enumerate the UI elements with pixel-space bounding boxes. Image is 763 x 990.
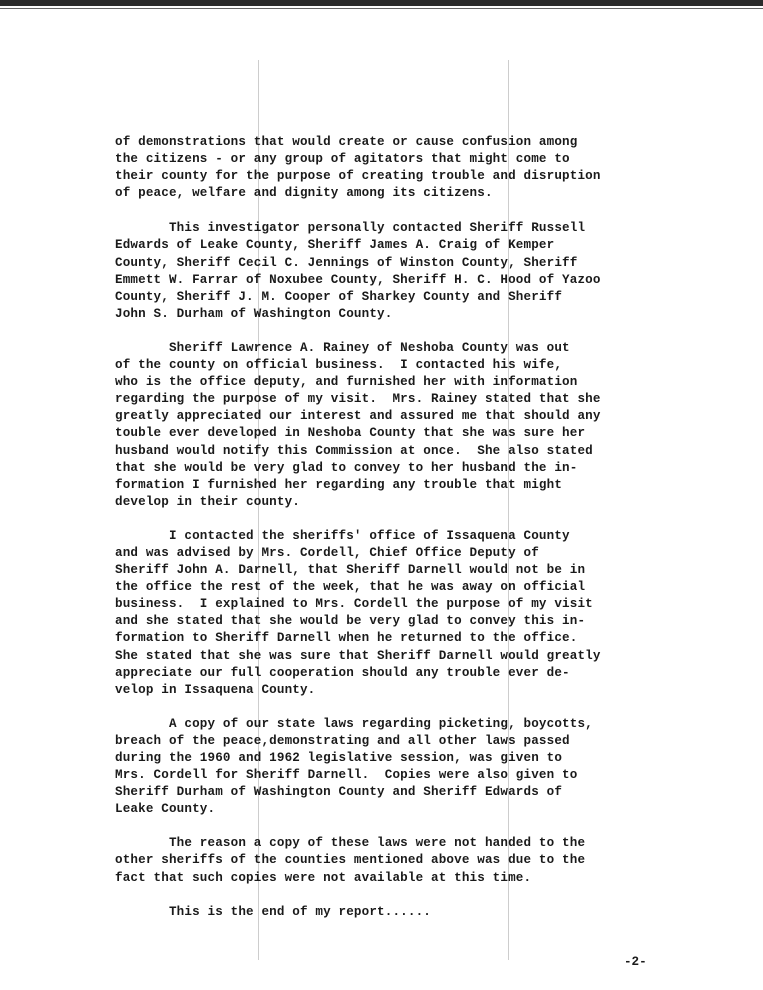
document-body <box>115 134 690 921</box>
top-border-rule <box>0 0 763 6</box>
text-line: their county for the purpose of creating trouble and disruption <box>115 169 601 184</box>
text-line: formation I furnished her regarding any trouble that might <box>115 477 563 492</box>
text-line: husband would notify this Commission at once. She also stated <box>115 443 593 458</box>
text-line: Sheriff Durham of Washington County and Sheriff Edwards of <box>115 785 563 800</box>
text-line: the office the rest of the week, that he was away on official <box>115 580 586 595</box>
text-line: Edwards of Leake County, Sheriff James A. Craig of Kemper <box>115 238 555 253</box>
text-line: of the county on official business. I contacted his wife, <box>115 358 563 373</box>
text-line: County, Sheriff J. M. Cooper of Sharkey County and Sheriff <box>115 289 563 304</box>
paragraph-copies-unavailable <box>115 835 690 886</box>
text-line: greatly appreciated our interest and assured me that should any <box>115 409 601 424</box>
text-line: who is the office deputy, and furnished her with information <box>115 375 578 390</box>
text-line: This is the end of my report...... <box>115 904 432 919</box>
paragraph-neshoba-county <box>115 340 690 511</box>
page-number: -2- <box>624 955 647 969</box>
text-line: County, Sheriff Cecil C. Jennings of Winston County, Sheriff <box>115 255 578 270</box>
text-line: velop in Issaquena County. <box>115 682 316 697</box>
text-line: formation to Sheriff Darnell when he returned to the office. <box>115 631 578 646</box>
paragraph-sheriffs-contacted <box>115 220 690 323</box>
top-border-thin-rule <box>0 8 763 9</box>
text-line: She stated that she was sure that Sheriff Darnell would greatly <box>115 648 601 663</box>
text-line: This investigator personally contacted Sheriff Russell <box>115 221 586 236</box>
text-line: Leake County. <box>115 802 216 817</box>
text-line: regarding the purpose of my visit. Mrs. Rainey stated that she <box>115 392 601 407</box>
text-line: John S. Durham of Washington County. <box>115 306 393 321</box>
paragraph-state-laws <box>115 716 690 819</box>
text-line: other sheriffs of the counties mentioned above was due to the <box>115 853 586 868</box>
paragraph-end-of-report <box>115 904 690 921</box>
text-line: I contacted the sheriffs' office of Issaquena County <box>115 528 570 543</box>
text-line: that she would be very glad to convey to her husband the in- <box>115 460 578 475</box>
text-line: during the 1960 and 1962 legislative session, was given to <box>115 751 563 765</box>
text-line: Sheriff John A. Darnell, that Sheriff Darnell would not be in <box>115 563 586 578</box>
text-line: business. I explained to Mrs. Cordell the purpose of my visit <box>115 597 593 612</box>
text-line: develop in their county. <box>115 494 300 509</box>
paragraph-continuation <box>115 134 690 202</box>
text-line: the citizens - or any group of agitators that might come to <box>115 152 570 167</box>
text-line: breach of the peace,demonstrating and all other laws passed <box>115 733 570 748</box>
text-line: of peace, welfare and dignity among its citizens. <box>115 186 493 201</box>
text-line: appreciate our full cooperation should any trouble ever de- <box>115 665 570 680</box>
text-line: Emmett W. Farrar of Noxubee County, Sheriff H. C. Hood of Yazoo <box>115 272 601 287</box>
text-line: Sheriff Lawrence A. Rainey of Neshoba County was out <box>115 340 570 355</box>
text-line: and she stated that she would be very glad to convey this in- <box>115 614 586 629</box>
text-line: Mrs. Cordell for Sheriff Darnell. Copies were also given to <box>115 768 578 783</box>
text-line: A copy of our state laws regarding picketing, boycotts, <box>115 716 593 731</box>
paragraph-issaquena-county <box>115 528 690 699</box>
text-line: The reason a copy of these laws were not handed to the <box>115 836 586 851</box>
text-line: and was advised by Mrs. Cordell, Chief Office Deputy of <box>115 545 539 560</box>
text-line: of demonstrations that would create or cause confusion among <box>115 135 578 149</box>
text-line: fact that such copies were not available at this time. <box>115 870 532 885</box>
text-line: touble ever developed in Neshoba County that she was sure her <box>115 426 586 441</box>
